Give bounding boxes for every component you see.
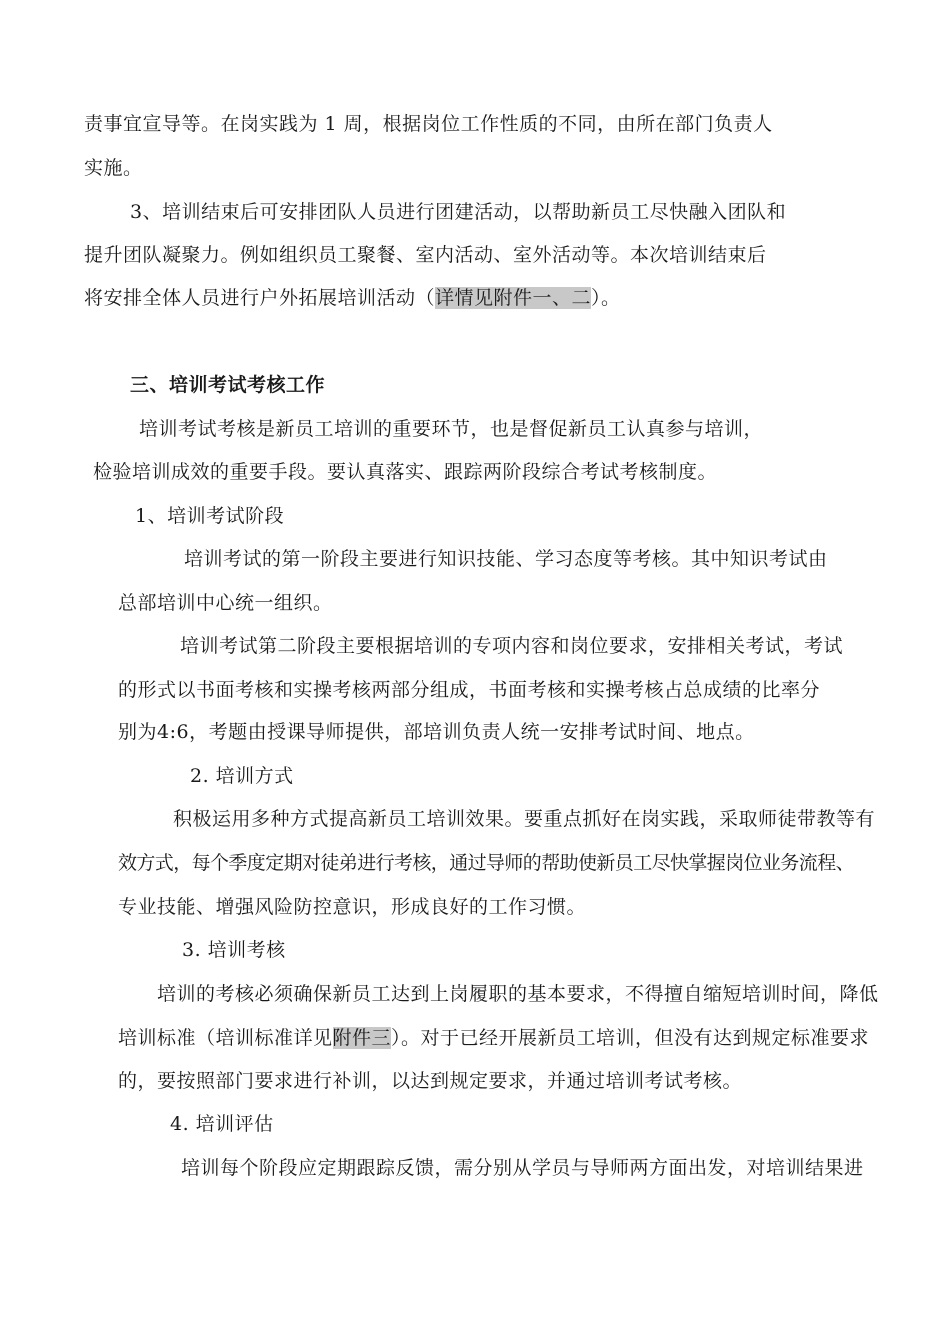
paragraph-line: 的，要按照部门要求进行补训，以达到规定要求，并通过培训考试考核。	[118, 1070, 743, 1092]
paragraph-line: 责事宜宣导等。在岗实践为 1 周，根据岗位工作性质的不同，由所在部门负责人	[84, 113, 773, 135]
paragraph-line: 培训考试的第一阶段主要进行知识技能、学习态度等考核。其中知识考试由	[184, 548, 828, 570]
paragraph-line: 培训每个阶段应定期跟踪反馈，需分别从学员与导师两方面出发，对培训结果进	[181, 1157, 864, 1179]
highlighted-attachment-reference: 详情见附件一、二	[435, 287, 592, 309]
paragraph-line	[84, 285, 621, 311]
section-heading: 三、培训考试考核工作	[130, 374, 326, 396]
subsection-title: 4. 培训评估	[170, 1113, 274, 1135]
paragraph-line: 总部培训中心统一组织。	[118, 592, 333, 614]
paragraph-line	[118, 1025, 869, 1051]
subsection-title: 1、培训考试阶段	[135, 505, 285, 527]
text-segment: 将安排全体人员进行户外拓展培训活动（	[84, 287, 436, 309]
paragraph-line: 的形式以书面考核和实操考核两部分组成，书面考核和实操考核占总成绩的比率分	[118, 679, 821, 701]
paragraph-line: 培训考试第二阶段主要根据培训的专项内容和岗位要求，安排相关考试，考试	[180, 635, 844, 657]
paragraph-line: 检验培训成效的重要手段。要认真落实、跟踪两阶段综合考试考核制度。	[93, 461, 718, 483]
text-segment: 培训标准（培训标准详见	[118, 1027, 333, 1049]
highlighted-attachment-reference: 附件三	[332, 1027, 392, 1049]
paragraph-line: 专业技能、增强风险防控意识，形成良好的工作习惯。	[118, 896, 587, 918]
paragraph-line: 积极运用多种方式提高新员工培训效果。要重点抓好在岗实践，采取师徒带教等有	[173, 808, 876, 830]
text-segment: ）。对于已经开展新员工培训，但没有达到规定标准要求	[391, 1027, 870, 1049]
text-segment: ）。	[591, 287, 621, 309]
paragraph-line: 培训考试考核是新员工培训的重要环节，也是督促新员工认真参与培训，	[139, 418, 764, 440]
paragraph-line: 培训的考核必须确保新员工达到上岗履职的基本要求，不得擅自缩短培训时间，降低	[157, 983, 879, 1005]
subsection-title: 2. 培训方式	[190, 765, 294, 787]
paragraph-line: 提升团队凝聚力。例如组织员工聚餐、室内活动、室外活动等。本次培训结束后	[84, 244, 767, 266]
paragraph-line: 3、培训结束后可安排团队人员进行团建活动，以帮助新员工尽快融入团队和	[130, 201, 787, 223]
paragraph-line: 别为4:6，考题由授课导师提供，部培训负责人统一安排考试时间、地点。	[118, 721, 755, 743]
paragraph-line: 效方式，每个季度定期对徒弟进行考核，通过导师的帮助使新员工尽快掌握岗位业务流程、	[118, 852, 855, 874]
subsection-title: 3. 培训考核	[182, 939, 286, 961]
paragraph-line: 实施。	[84, 157, 143, 179]
